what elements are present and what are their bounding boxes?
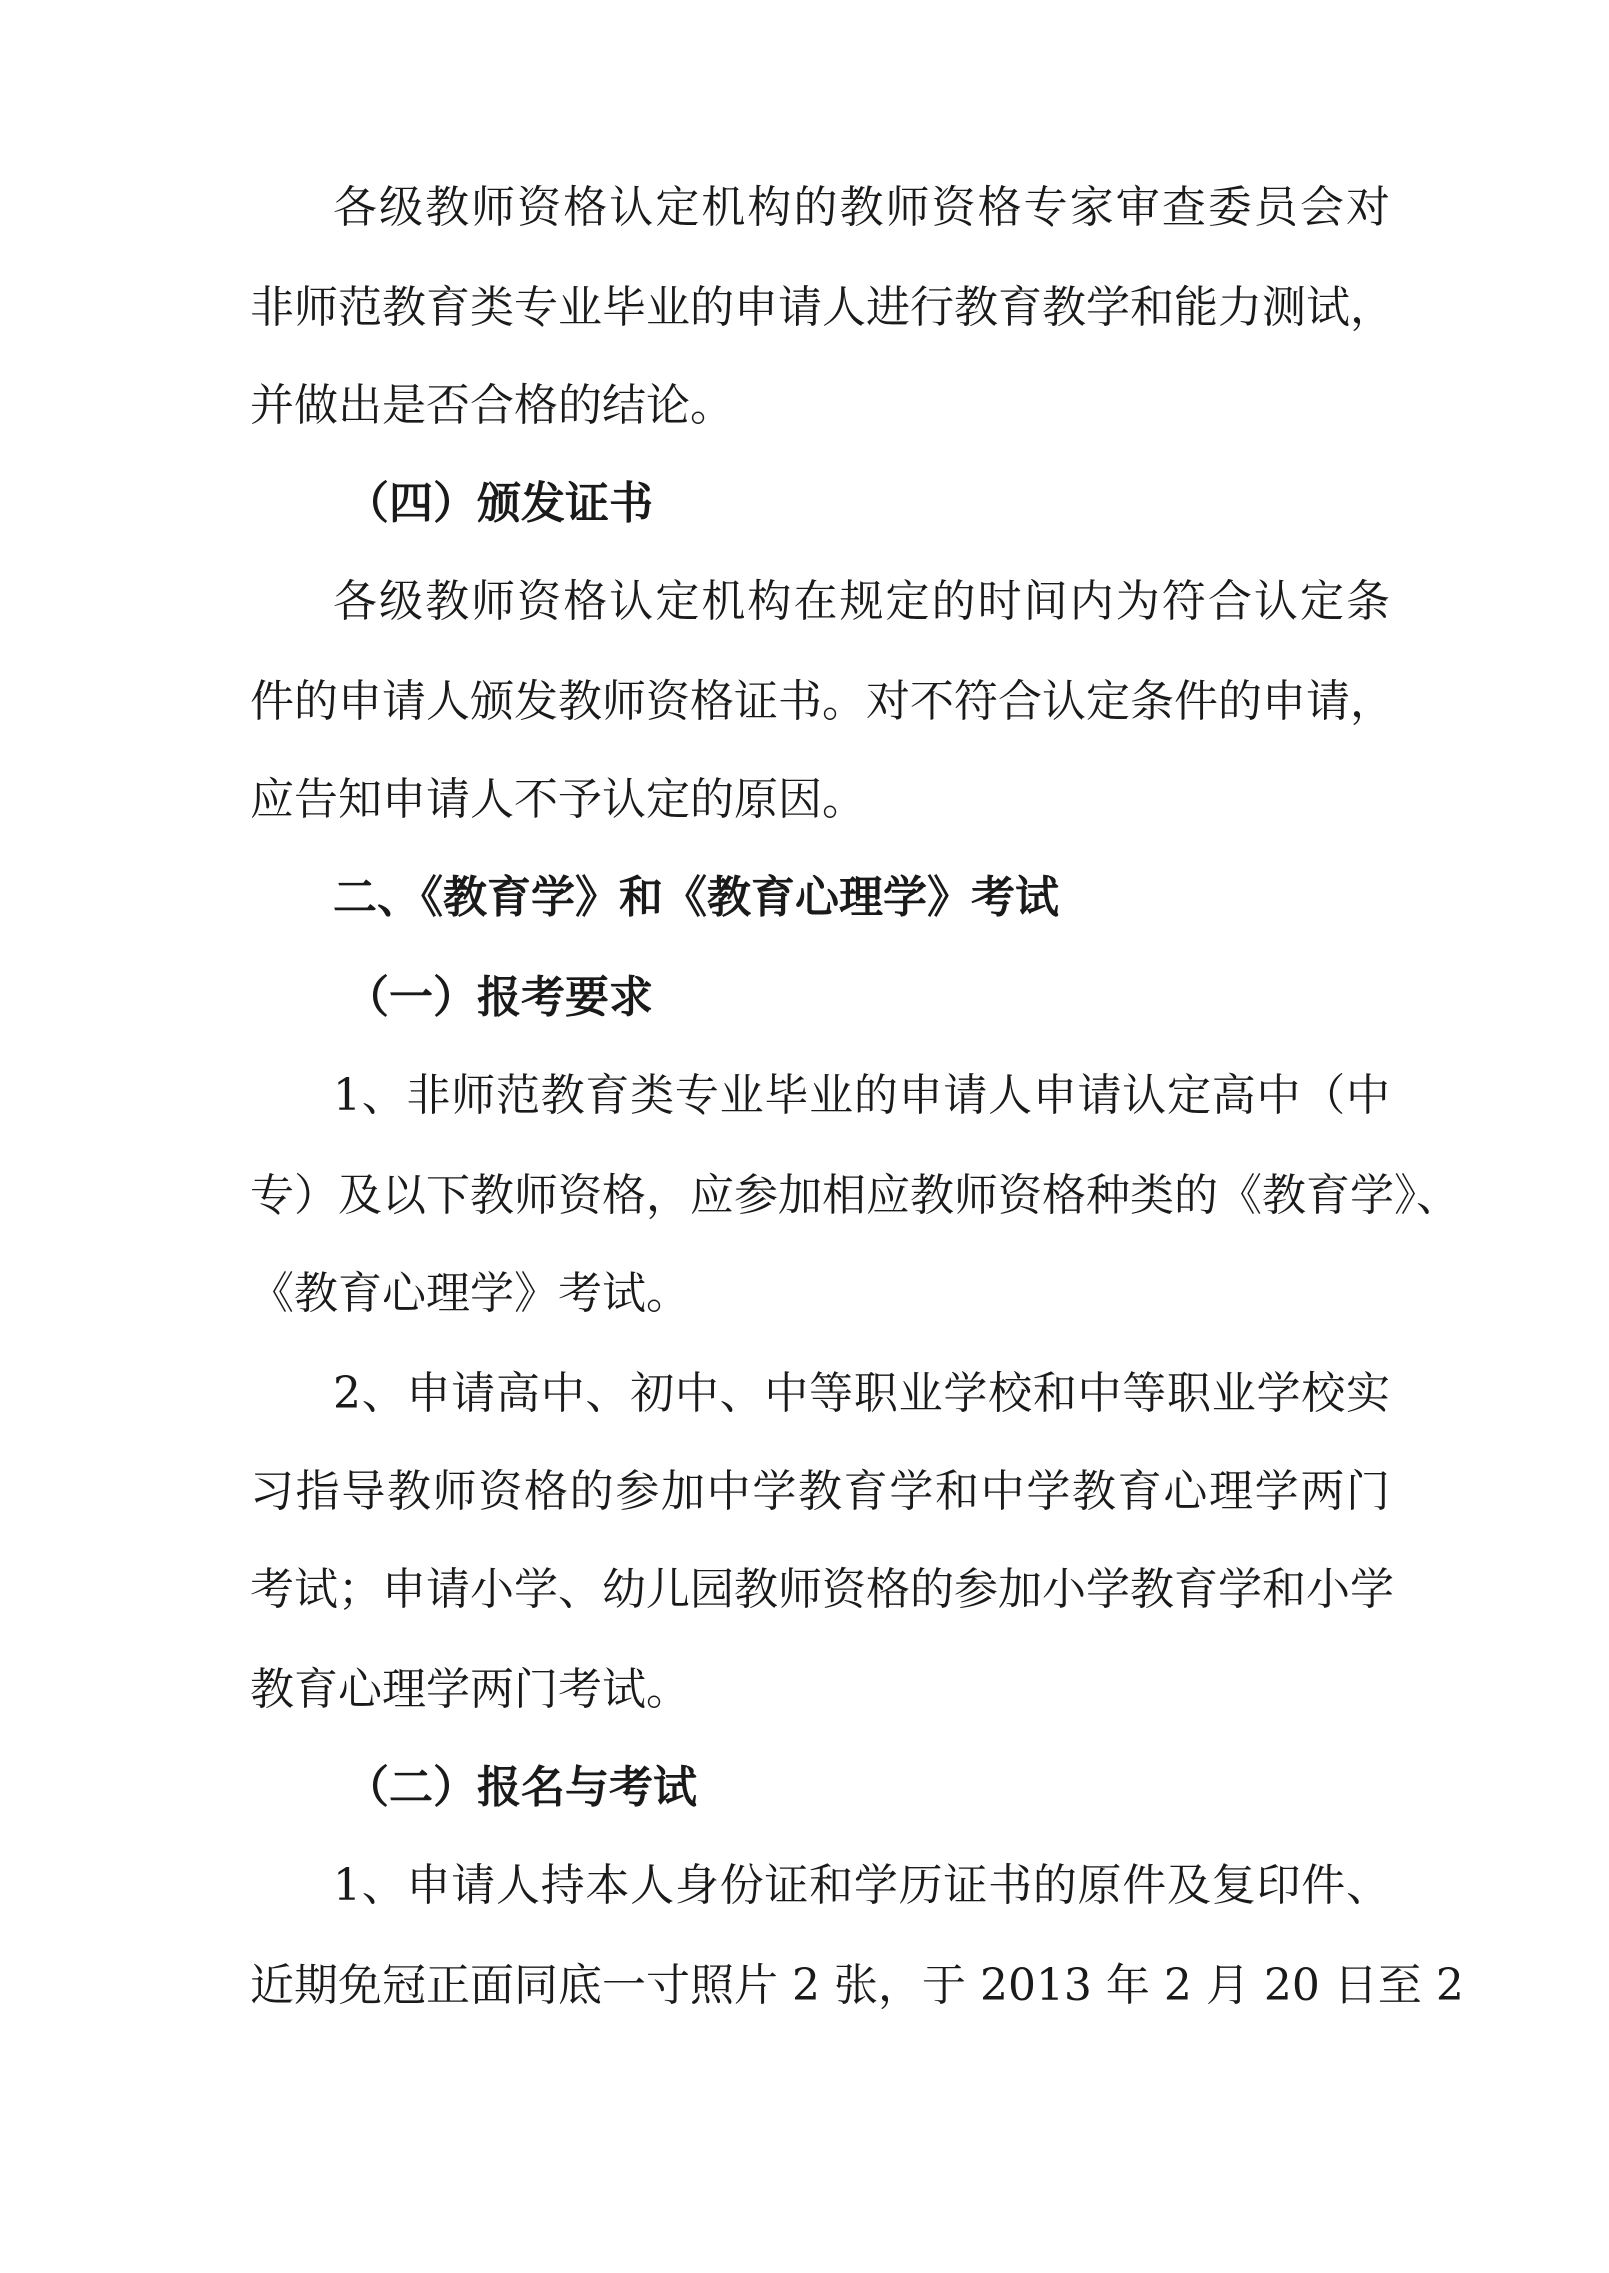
paragraph-line: 各级教师资格认定机构的教师资格专家审查委员会对 xyxy=(333,182,1390,233)
paragraph-line: 非师范教育类专业毕业的申请人进行教育教学和能力测试， xyxy=(250,282,1394,333)
paragraph-line: 各级教师资格认定机构在规定的时间内为符合认定条 xyxy=(333,576,1390,627)
paragraph-line: 《教育心理学》考试。 xyxy=(250,1268,690,1319)
paragraph-line: 并做出是否合格的结论。 xyxy=(250,380,734,431)
paragraph-line: 应告知申请人不予认定的原因。 xyxy=(250,774,866,825)
paragraph-line: 考试；申请小学、幼儿园教师资格的参加小学教育学和小学 xyxy=(250,1564,1394,1615)
paragraph-line: 1、申请人持本人身份证和学历证书的原件及复印件、 xyxy=(333,1860,1390,1911)
section-heading-exam: 二、《教育学》和《教育心理学》考试 xyxy=(333,872,1059,923)
section-heading-requirements: （一）报考要求 xyxy=(345,972,653,1023)
paragraph-line: 件的申请人颁发教师资格证书。对不符合认定条件的申请， xyxy=(250,676,1394,727)
paragraph-line: 教育心理学两门考试。 xyxy=(250,1664,690,1715)
paragraph-line: 专）及以下教师资格，应参加相应教师资格种类的《教育学》、 xyxy=(250,1170,1460,1221)
section-heading-issue-certificate: （四）颁发证书 xyxy=(345,478,653,529)
paragraph-line: 1、非师范教育类专业毕业的申请人申请认定高中（中 xyxy=(333,1070,1390,1121)
section-heading-registration: （二）报名与考试 xyxy=(345,1762,697,1813)
paragraph-line: 习指导教师资格的参加中学教育学和中学教育心理学两门 xyxy=(250,1466,1390,1517)
paragraph-line: 2、申请高中、初中、中等职业学校和中等职业学校实 xyxy=(333,1368,1390,1419)
paragraph-line: 近期免冠正面同底一寸照片 2 张，于 2013 年 2 月 20 日至 2 xyxy=(250,1960,1464,2011)
